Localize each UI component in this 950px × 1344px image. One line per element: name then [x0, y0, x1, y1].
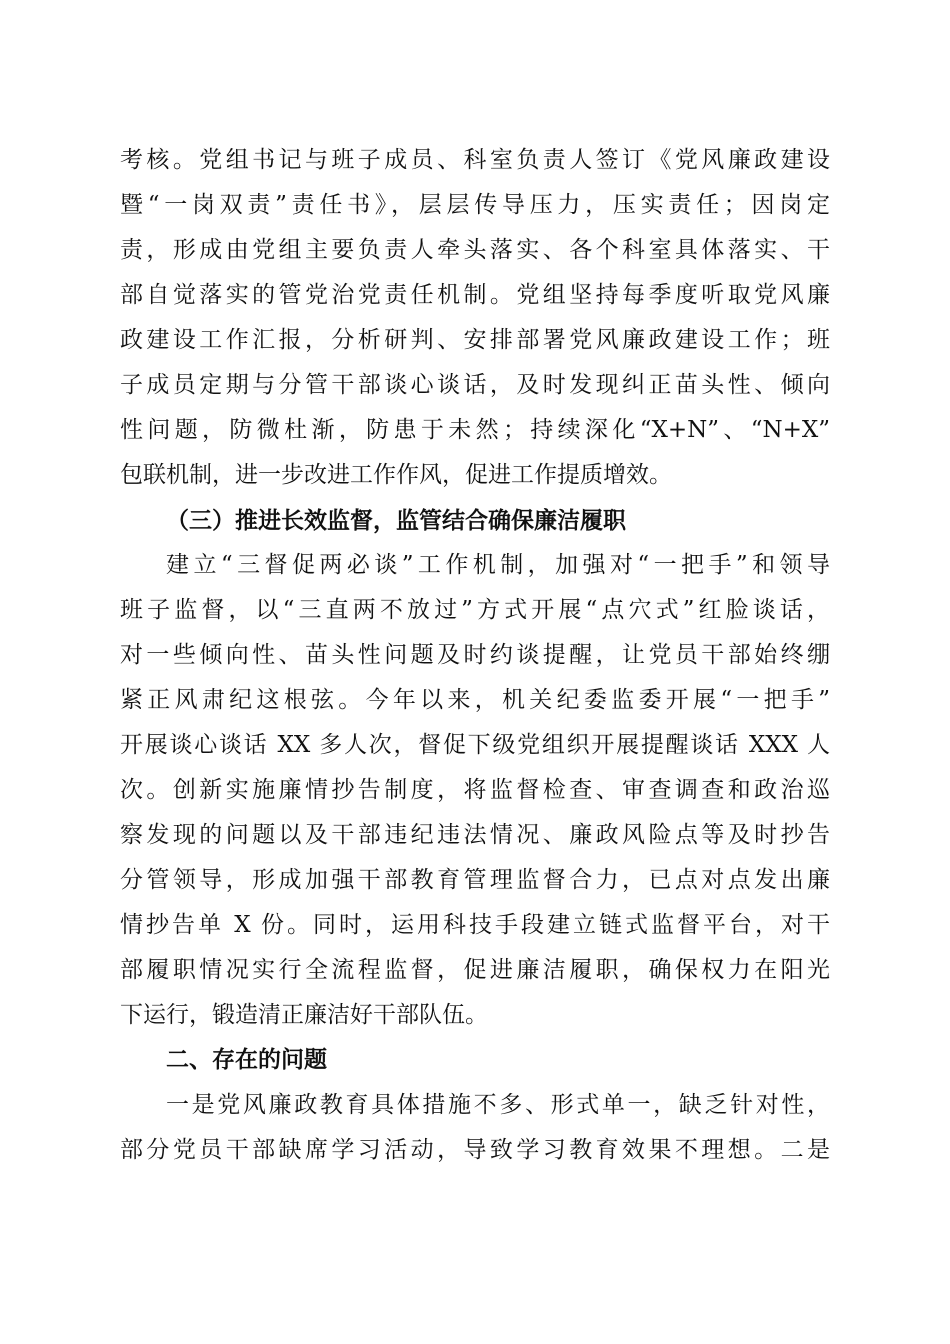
text-line: 性问题，防微杜渐，防患于未然；持续深化“X+N”、“N+X” [120, 417, 830, 443]
text-line: 下运行，锻造清正廉洁好干部队伍。 [120, 1002, 488, 1028]
text-line: 察发现的问题以及干部违纪违法情况、廉政风险点等及时抄告 [120, 822, 830, 848]
text-line: 紧正风肃纪这根弦。今年以来，机关纪委监委开展“一把手” [120, 687, 830, 713]
text-line: 考核。党组书记与班子成员、科室负责人签订《党风廉政建设 [120, 147, 830, 173]
text-line: 包联机制，进一步改进工作作风，促进工作提质增效。 [120, 462, 672, 488]
text-line: 情抄告单 X 份。同时，运用科技手段建立链式监督平台，对干 [120, 912, 830, 938]
text-line: 一是党风廉政教育具体措施不多、形式单一，缺乏针对性， [166, 1092, 830, 1118]
section-heading: 二、存在的问题 [166, 1047, 327, 1073]
text-line: 次。创新实施廉情抄告制度，将监督检查、审查调查和政治巡 [120, 777, 830, 803]
text-line: 分管领导，形成加强干部教育管理监督合力，已点对点发出廉 [120, 867, 830, 893]
text-line: 责，形成由党组主要负责人牵头落实、各个科室具体落实、干 [120, 237, 830, 263]
text-line: 建立“三督促两必谈”工作机制，加强对“一把手”和领导 [166, 552, 830, 578]
text-line: 部履职情况实行全流程监督，促进廉洁履职，确保权力在阳光 [120, 957, 830, 983]
section-subheading: （三）推进长效监督，监管结合确保廉洁履职 [166, 507, 626, 534]
text-line: 部自觉落实的管党治党责任机制。党组坚持每季度听取党风廉 [120, 282, 830, 308]
text-line: 对一些倾向性、苗头性问题及时约谈提醒，让党员干部始终绷 [120, 642, 830, 668]
text-line: 政建设工作汇报，分析研判、安排部署党风廉政建设工作；班 [120, 327, 830, 353]
text-line: 子成员定期与分管干部谈心谈话，及时发现纠正苗头性、倾向 [120, 372, 830, 398]
text-line: 班子监督，以“三直两不放过”方式开展“点穴式”红脸谈话， [120, 597, 830, 623]
text-line: 暨“一岗双责”责任书》，层层传导压力，压实责任；因岗定 [120, 192, 830, 218]
text-line: 部分党员干部缺席学习活动，导致学习教育效果不理想。二是 [120, 1137, 830, 1163]
text-line: 开展谈心谈话 XX 多人次，督促下级党组织开展提醒谈话 XXX 人 [120, 732, 830, 758]
document-body [120, 138, 830, 1173]
